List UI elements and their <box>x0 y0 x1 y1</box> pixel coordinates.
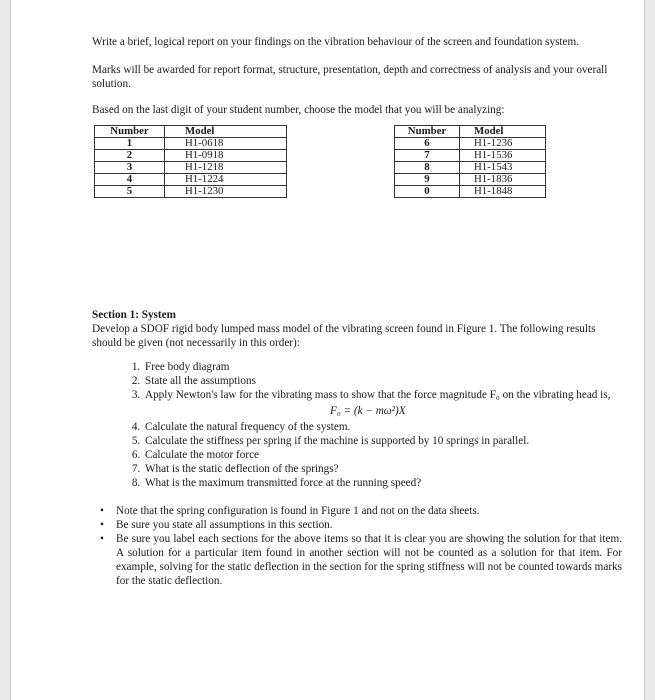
table-gap <box>287 126 395 138</box>
section-1 <box>92 308 622 588</box>
cell-model: H1-1848 <box>460 186 546 198</box>
note-text: Be sure you state all assumptions in this section. <box>116 519 333 531</box>
table-gap <box>287 162 395 174</box>
intro-paragraph-model-choice: Based on the last digit of your student number, choose the model that you will be analyzing: <box>92 104 505 116</box>
note-text: Note that the spring configuration is found in Figure 1 and not on the data sheets. <box>116 505 480 517</box>
table-row <box>95 186 546 198</box>
cell-number: 7 <box>395 150 460 162</box>
cell-number: 0 <box>395 186 460 198</box>
viewer-margin-right <box>645 0 655 700</box>
note-text: Be sure you label each sections for the above items so that it is clear you are showing the solution for that item. A solution for a particular item found in another section will not be counted as a solution for that item. For example, solving for the static deflection in the section for the spring stiffness will not be counted towards marks for the static deflection. <box>116 533 622 587</box>
list-item <box>100 532 622 588</box>
list-item: 4. Calculate the natural frequency of the system. <box>143 420 622 434</box>
cell-model: H1-1236 <box>460 138 546 150</box>
cell-model: H1-1224 <box>165 174 287 186</box>
table-row <box>95 138 546 150</box>
table-header-row <box>95 126 546 138</box>
cell-model: H1-0918 <box>165 150 287 162</box>
list-item <box>143 388 622 418</box>
cell-number: 3 <box>95 162 165 174</box>
table-row <box>95 150 546 162</box>
model-selection-table <box>94 125 546 198</box>
task-list <box>92 360 622 490</box>
list-item <box>100 518 622 532</box>
list-item: 8. What is the maximum transmitted force at the running speed? <box>143 476 622 490</box>
task-text: Apply Newton's law for the vibrating mass to show that the force magnitude F₀ on the vibrating head is, <box>145 389 611 401</box>
cell-model: H1-1230 <box>165 186 287 198</box>
cell-number: 8 <box>395 162 460 174</box>
table-gap <box>287 150 395 162</box>
section-description: Develop a SDOF rigid body lumped mass model of the vibrating screen found in Figure 1. The following results should be given (not necessarily in this order): <box>92 323 596 349</box>
cell-model: H1-1218 <box>165 162 287 174</box>
cell-number: 9 <box>395 174 460 186</box>
list-item <box>100 504 622 518</box>
bullet-icon: • <box>100 519 104 531</box>
intro-paragraph-report: Write a brief, logical report on your findings on the vibration behaviour of the screen and foundation system. <box>92 36 579 48</box>
table-gap <box>287 174 395 186</box>
list-item: 7. What is the static deflection of the springs? <box>143 462 622 476</box>
header-model-right: Model <box>460 126 546 138</box>
list-item: 6. Calculate the motor force <box>143 448 622 462</box>
table-gap <box>287 138 395 150</box>
table-row <box>95 162 546 174</box>
cell-number: 1 <box>95 138 165 150</box>
cell-number: 2 <box>95 150 165 162</box>
table-gap <box>287 186 395 198</box>
cell-number: 4 <box>95 174 165 186</box>
list-item: 5. Calculate the stiffness per spring if the machine is supported by 10 springs in parallel. <box>143 434 622 448</box>
cell-number: 6 <box>395 138 460 150</box>
list-item: 2. State all the assumptions <box>143 374 622 388</box>
notes-list <box>92 504 622 588</box>
table-row <box>95 174 546 186</box>
cell-model: H1-1536 <box>460 150 546 162</box>
bullet-icon: • <box>100 533 104 545</box>
cell-number: 5 <box>95 186 165 198</box>
intro-block <box>92 35 622 198</box>
viewer-margin-left <box>0 0 10 700</box>
cell-model: H1-0618 <box>165 138 287 150</box>
cell-model: H1-1836 <box>460 174 546 186</box>
force-formula: F₀ = (k − mω²)X <box>330 405 406 417</box>
bullet-icon: • <box>100 505 104 517</box>
cell-model: H1-1543 <box>460 162 546 174</box>
list-item: 1. Free body diagram <box>143 360 622 374</box>
intro-paragraph-marks: Marks will be awarded for report format, structure, presentation, depth and correctness of analysis and your overall solution. <box>92 64 608 90</box>
header-model-left: Model <box>165 126 287 138</box>
header-number-left: Number <box>95 126 165 138</box>
section-title: Section 1: System <box>92 309 176 321</box>
header-number-right: Number <box>395 126 460 138</box>
